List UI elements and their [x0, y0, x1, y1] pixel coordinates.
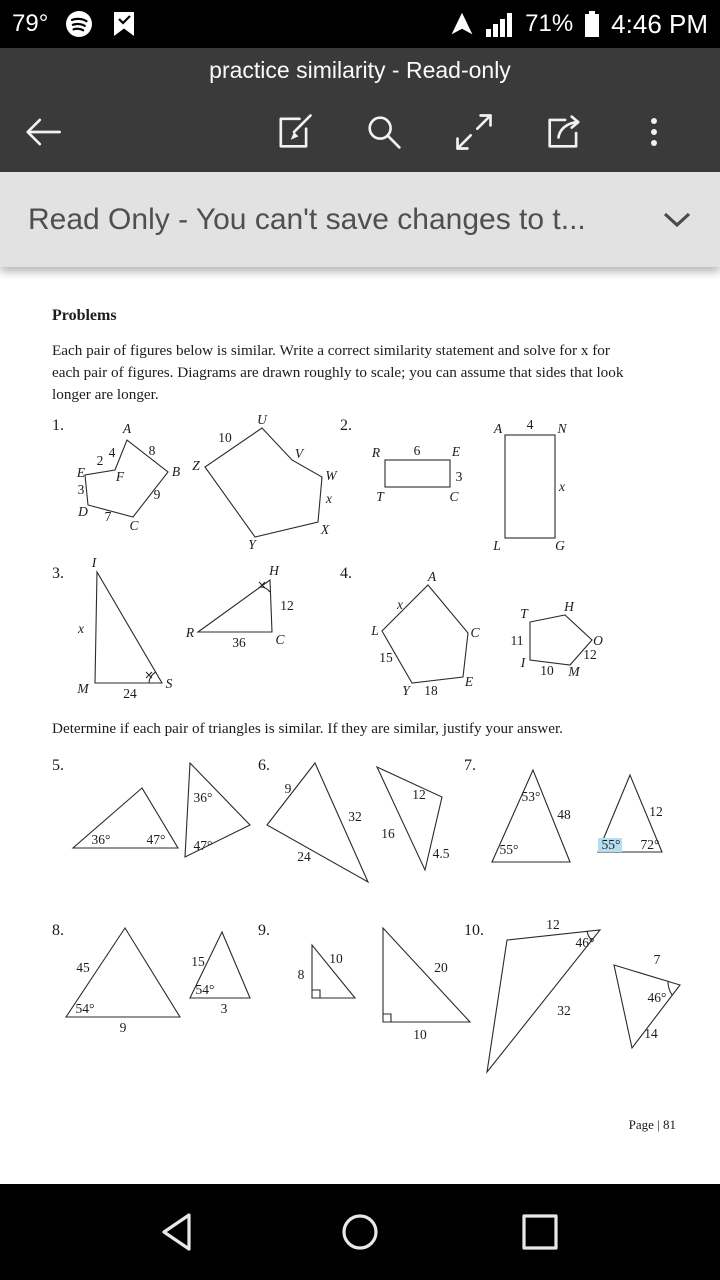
- vertex-label: A: [427, 569, 437, 584]
- side-label: 32: [557, 1003, 571, 1018]
- document-title: practice similarity - Read-only: [209, 56, 511, 83]
- vertex-label: F: [115, 469, 125, 484]
- temperature: 79°: [12, 10, 49, 37]
- bookmark-check-icon: [110, 9, 138, 39]
- side-label: 2: [96, 453, 104, 468]
- problem2-figures: [340, 415, 660, 555]
- app-header: [0, 48, 720, 172]
- edit-icon: [272, 110, 316, 154]
- vertex-label: O: [593, 633, 603, 648]
- side-label: x: [326, 491, 332, 506]
- side-label: 12: [280, 598, 294, 613]
- nav-back-button[interactable]: [156, 1208, 204, 1256]
- side-label: 16: [381, 826, 395, 841]
- problem-number-9: 9.: [258, 922, 270, 939]
- problem9-figures: [258, 915, 473, 1055]
- rectangle-rect: [385, 460, 450, 487]
- vertex-label: E: [464, 674, 474, 689]
- vertex-label: A: [122, 421, 132, 436]
- angle-label: 47°: [193, 838, 213, 853]
- right-angle-mark: [312, 990, 320, 998]
- spotify-icon: [64, 9, 94, 39]
- vertex-label: C: [129, 518, 139, 533]
- vertex-label: B: [171, 464, 181, 479]
- problem-number-1: 1.: [52, 417, 64, 434]
- fullscreen-button[interactable]: [450, 108, 498, 156]
- side-label: 24: [123, 686, 137, 701]
- problem-number-10: 10.: [464, 922, 484, 939]
- problem-number-3: 3.: [52, 565, 64, 582]
- page-number: Page | 81: [628, 1117, 676, 1132]
- problem7-figures: [464, 755, 680, 885]
- intro-line: each pair of figures. Diagrams are drawn roughly to scale; you can assume that sides that look: [52, 364, 624, 381]
- vertex-label: C: [449, 489, 459, 504]
- vertex-label: I: [520, 655, 526, 670]
- overflow-menu-button[interactable]: [630, 108, 678, 156]
- problem-number-4: 4.: [340, 565, 352, 582]
- triangle-ims: [95, 572, 162, 683]
- angle-label: 46°: [647, 990, 667, 1005]
- side-label: 18: [424, 683, 438, 698]
- fullscreen-icon: [452, 110, 496, 154]
- vertex-label: H: [564, 599, 574, 614]
- status-left-group: [12, 9, 138, 39]
- share-icon: [542, 110, 586, 154]
- vertex-label: Y: [248, 537, 256, 550]
- problem3-figures: [52, 555, 342, 705]
- problem10-figures: [464, 915, 690, 1095]
- problem6-figures: [258, 755, 458, 895]
- location-icon: [449, 11, 475, 37]
- vertex-label: Z: [192, 458, 200, 473]
- vertex-label: L: [371, 623, 379, 638]
- share-button[interactable]: [540, 108, 588, 156]
- side-label: 12: [412, 787, 426, 802]
- battery-icon: [583, 9, 601, 39]
- side-label: 10: [218, 430, 232, 445]
- back-button[interactable]: [18, 108, 66, 156]
- side-label: 3: [455, 469, 463, 484]
- vertex-label: N: [557, 421, 567, 436]
- angle-label: 55°: [601, 837, 621, 852]
- vertex-label: D: [78, 504, 88, 519]
- side-label: 48: [557, 807, 571, 822]
- vertex-label: M: [568, 664, 580, 679]
- side-label: x: [78, 621, 84, 636]
- toolbar: [0, 92, 720, 172]
- side-label: 3: [77, 482, 85, 497]
- worksheet-section2: Determine if each pair of triangles is similar. If they are similar, justify your answer.: [52, 720, 563, 737]
- problem-number-7: 7.: [464, 757, 476, 774]
- side-label: 8: [148, 443, 156, 458]
- side-label: 20: [434, 960, 448, 975]
- problem4-figures: [340, 555, 680, 705]
- side-label: 11: [510, 633, 524, 648]
- angle-tick: [146, 672, 152, 678]
- problem8-figures: [52, 915, 267, 1045]
- vertex-label: E: [451, 444, 461, 459]
- vertex-label: T: [520, 606, 528, 621]
- worksheet-heading: Problems: [52, 307, 117, 324]
- side-label: 3: [220, 1001, 228, 1016]
- vertex-label: G: [555, 538, 565, 553]
- problem-number-5: 5.: [52, 757, 64, 774]
- side-label: 7: [104, 509, 112, 524]
- document-canvas[interactable]: [0, 267, 720, 1184]
- triangle-hrc: [198, 580, 272, 632]
- side-label: 10: [540, 663, 554, 678]
- side-label: 36: [232, 635, 246, 650]
- vertex-label: Y: [402, 683, 410, 698]
- search-button[interactable]: [360, 108, 408, 156]
- rectangle-angl: [505, 435, 555, 538]
- vertex-label: E: [76, 465, 86, 480]
- search-icon: [362, 110, 406, 154]
- angle-label: 36°: [193, 790, 213, 805]
- side-label: x: [397, 597, 403, 612]
- nav-recents-icon: [516, 1208, 564, 1256]
- worksheet-intro: [52, 340, 674, 406]
- right-triangle: [383, 928, 470, 1022]
- angle-label: 72°: [640, 837, 660, 852]
- back-arrow-icon: [20, 110, 64, 154]
- side-label: 15: [191, 954, 205, 969]
- side-label: 9: [284, 781, 292, 796]
- angle-label: 47°: [146, 832, 166, 847]
- android-nav-bar: [0, 1184, 720, 1280]
- vertex-label: R: [185, 625, 195, 640]
- vertex-label: U: [257, 415, 267, 427]
- side-label: 8: [297, 967, 305, 982]
- readonly-banner[interactable]: [0, 172, 720, 267]
- vertex-label: R: [371, 445, 381, 460]
- side-label: 10: [413, 1027, 427, 1042]
- angle-label: 53°: [521, 789, 541, 804]
- signal-strength-icon: [485, 11, 515, 37]
- vertex-label: I: [91, 555, 97, 570]
- side-label: 45: [76, 960, 90, 975]
- vertex-label: M: [77, 681, 89, 696]
- side-label: 12: [546, 917, 560, 932]
- side-label: 10: [329, 951, 343, 966]
- edit-button[interactable]: [270, 108, 318, 156]
- vertex-label: C: [470, 625, 480, 640]
- vertex-label: H: [269, 563, 279, 578]
- readonly-banner-text: Read Only - You can't save changes to t...: [28, 202, 586, 236]
- clock: 4:46 PM: [611, 8, 708, 39]
- nav-home-button[interactable]: [336, 1208, 384, 1256]
- side-label: 6: [413, 443, 421, 458]
- side-label: 12: [583, 647, 597, 662]
- side-label: 14: [644, 1026, 658, 1041]
- vertex-label: L: [493, 538, 501, 553]
- vertex-label: T: [376, 489, 384, 504]
- angle-label: 46°: [575, 935, 595, 950]
- side-label: 9: [119, 1020, 127, 1035]
- side-label: 4: [108, 445, 116, 460]
- angle-label: 54°: [195, 982, 215, 997]
- side-label: 32: [348, 809, 362, 824]
- status-right-group: [449, 9, 708, 40]
- angle-label: 55°: [499, 842, 519, 857]
- problem5-figures: [52, 755, 262, 890]
- side-label: 9: [153, 487, 161, 502]
- battery-percent: 71%: [525, 10, 574, 37]
- intro-line: Each pair of figures below is similar. Write a correct similarity statement and solve for x for: [52, 342, 610, 359]
- vertex-label: A: [493, 421, 503, 436]
- problem-number-6: 6.: [258, 757, 270, 774]
- side-label: x: [559, 479, 565, 494]
- status-bar: [0, 0, 720, 48]
- side-label: 4: [526, 417, 534, 432]
- nav-recents-button[interactable]: [516, 1208, 564, 1256]
- angle-label: 54°: [75, 1001, 95, 1016]
- angle-label: 36°: [91, 832, 111, 847]
- hexagon-abcdef: [85, 440, 168, 517]
- vertex-label: X: [320, 522, 330, 537]
- chevron-down-icon[interactable]: [662, 211, 692, 229]
- intro-line: longer are longer.: [52, 386, 159, 403]
- triangle: [487, 930, 600, 1072]
- toolbar-actions: [270, 108, 678, 156]
- overflow-menu-icon: [632, 110, 676, 154]
- nav-back-icon: [156, 1208, 204, 1256]
- vertex-label: S: [165, 676, 173, 691]
- problem1-figures: [75, 415, 345, 550]
- vertex-label: C: [275, 632, 285, 647]
- nav-home-icon: [336, 1208, 384, 1256]
- right-angle-mark: [383, 1014, 391, 1022]
- angle-mark: [668, 981, 672, 995]
- side-label: 4.5: [432, 846, 450, 861]
- problem-number-2: 2.: [340, 417, 352, 434]
- vertex-label: W: [325, 468, 337, 483]
- side-label: 12: [649, 804, 663, 819]
- pentagon-alcye: [382, 585, 468, 683]
- side-label: 24: [297, 849, 311, 864]
- side-label: 15: [379, 650, 393, 665]
- problem-number-8: 8.: [52, 922, 64, 939]
- vertex-label: V: [294, 446, 304, 461]
- side-label: 7: [653, 952, 661, 967]
